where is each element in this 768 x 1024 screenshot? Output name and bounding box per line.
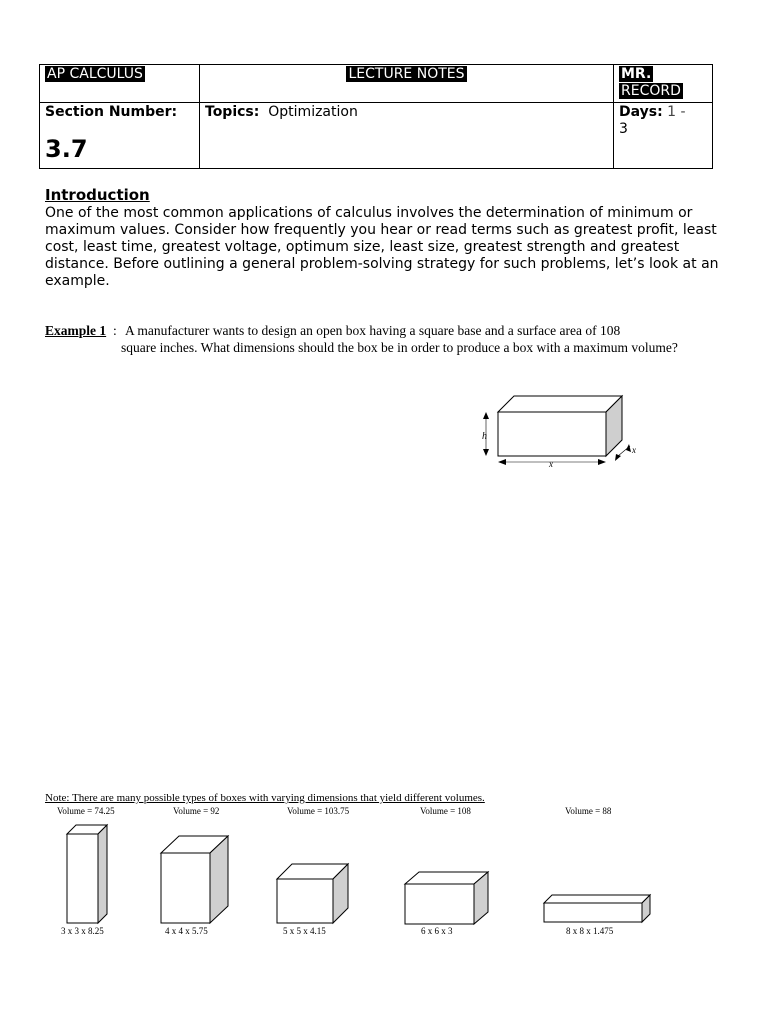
topics-value: Optimization [268,104,358,120]
x-arrow-right [598,459,606,465]
box-5-drawing [543,894,653,926]
box-1-dimensions: 3 x 3 x 8.25 [61,926,104,936]
box-4-volume: Volume = 108 [420,806,471,816]
box-5-dimensions: 8 x 8 x 1.475 [566,926,614,936]
box-4-dimensions: 6 x 6 x 3 [421,926,453,936]
section-cell [40,103,200,169]
box-5-front [544,903,642,922]
teacher-cell [614,65,713,103]
example-text-line1: A manufacturer wants to design an open box having a square base and a surface area of 108 [125,323,621,338]
teacher-name-line1: MR. [621,66,652,82]
box-3-dimensions: 5 x 5 x 4.15 [283,926,326,936]
box-3-volume: Volume = 103.75 [287,806,350,816]
teacher-name-line2: RECORD [621,83,681,99]
h-arrow-down [483,449,489,456]
doc-type-cell [200,65,614,103]
course-title: AP CALCULUS [47,66,143,82]
x-arrow-left [498,459,506,465]
topics-cell [200,103,614,169]
box-3-front [277,879,333,923]
box-4-drawing [404,870,490,926]
x-depth-arrow-2 [626,444,631,452]
doc-type: LECTURE NOTES [348,66,465,82]
days-value: 1 - [667,104,686,120]
box-2-drawing [160,834,230,926]
intro-heading: Introduction [45,186,150,204]
box-5-top [544,895,650,903]
days-value-2: 3 [619,121,628,137]
box-front-face [498,412,606,456]
box-diagram [470,390,650,480]
box-2-front [161,853,210,923]
box-5-volume: Volume = 88 [565,806,612,816]
box-1-volume: Volume = 74.25 [57,806,115,816]
box-1-front [67,834,98,923]
h-arrow-up [483,412,489,419]
example-label: Example 1 [45,323,107,338]
box-2-volume: Volume = 92 [173,806,220,816]
h-label: h [482,431,487,442]
days-label: Days: [619,104,663,120]
boxes-note: Note: There are many possible types of boxes with varying dimensions that yield different volumes. [45,792,485,804]
header-table [39,64,713,169]
x-label-bottom: x [549,459,553,469]
box-1-drawing [66,822,110,926]
box-3-drawing [276,861,350,925]
intro-paragraph: One of the most common applications of calculus involves the determination of minimum or maximum values. Consider how frequently you hear or read terms such as greatest profit, least cost, least time, greatest voltage, optimum size, least size, greatest strength and greatest distance. Before outlining a general problem-solving strategy for such problems, let’s look at an example. [45,205,719,289]
box-1-side [98,825,107,923]
course-cell [40,65,200,103]
days-cell [614,103,713,169]
example-text-line2: square inches. What dimensions should the box be in order to produce a box with a maximum volume? [121,340,678,355]
box-top-face [498,396,622,412]
x-label-side: x [632,445,636,455]
section-number: 3.7 [45,135,88,163]
section-label: Section Number: [45,104,178,120]
x-depth-arrow-1 [615,454,621,461]
example-colon: : [113,323,117,338]
topics-label: Topics: [205,104,260,120]
box-2-dimensions: 4 x 4 x 5.75 [165,926,208,936]
box-4-front [405,884,474,924]
